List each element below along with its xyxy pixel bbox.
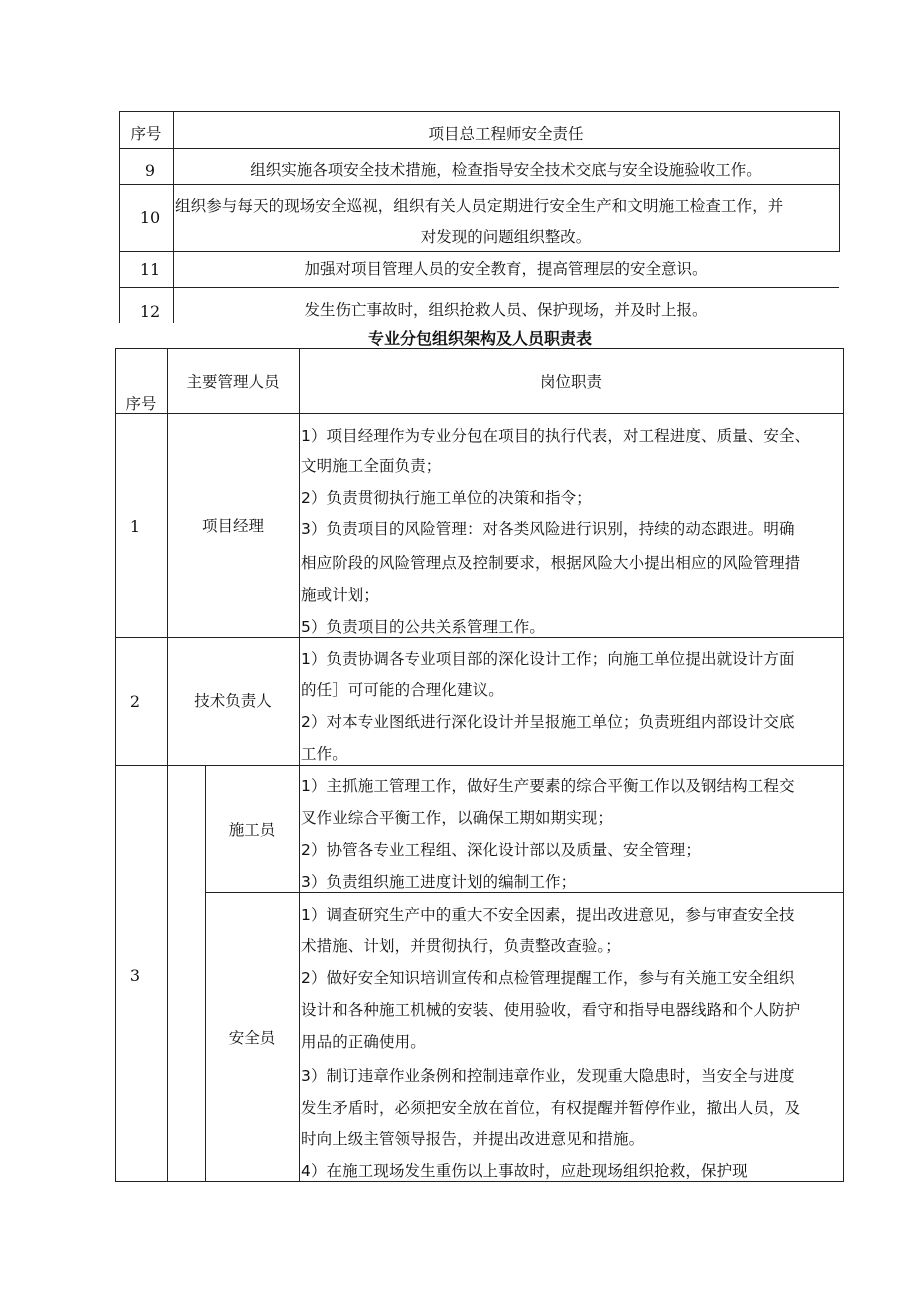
row-number: 3 [129,966,141,985]
duty-line: 相应阶段的风险管理点及控制要求，根据风险大小提出相应的风险管理措 [301,554,801,572]
row-text: 加强对项目管理人员的安全教育，提高管理层的安全意识。 [304,260,708,278]
row-text: 组织实施各项安全技术措施，检查指导安全技术交底与安全设施验收工作。 [250,161,762,179]
duty-line: 2）协管各专业工程组、深化设计部以及质量、安全管理； [301,841,701,859]
row-number: 2 [129,692,141,711]
duty-line: 2）对本专业图纸进行深化设计并呈报施工单位；负责班组内部设计交底 [301,713,795,731]
row-number: 9 [144,161,156,180]
duty-line: 4）在施工现场发生重伤以上事故时，应赴现场组织抢救，保护现 [301,1162,748,1180]
row-text: 对发现的问题组织整改。 [420,228,592,246]
duty-line: 发生矛盾时，必须把安全放在首位，有权提醒并暂停作业，撤出人员，及 [301,1099,801,1117]
duty-line: 1）调查研究生产中的重大不安全因素，提出改进意见，参与审查安全技 [301,906,795,924]
row-number: 12 [139,302,161,321]
row-role: 技术负责人 [194,692,272,710]
row-number: 1 [129,517,141,536]
table1-header-seq: 序号 [130,125,162,143]
row-number: 11 [139,260,161,279]
duty-line: 1）负责协调各专业项目部的深化设计工作；向施工单位提出就设计方面 [301,650,795,668]
duty-line: 2）做好安全知识培训宣传和点检管理提醒工作，参与有关施工安全组织 [301,969,795,987]
table2-border-right [843,348,844,1182]
table2-header-seq: 序号 [125,395,157,413]
table2-header-duty: 岗位职责 [539,373,602,391]
duty-line: 叉作业综合平衡工作，以确保工期如期实现； [301,809,614,827]
table1-rule [119,184,839,185]
table1-header-title: 项目总工程师安全责任 [428,125,584,143]
duty-line: 的任］可可能的合理化建议。 [301,681,504,699]
duty-line: 5）负责项目的公共关系管理工作。 [301,618,545,636]
duty-line: 用品的正确使用。 [301,1033,426,1051]
duty-line: 工作。 [301,745,348,763]
table2-title: 专业分包组织架构及人员职责表 [367,329,592,348]
duty-line: 3）负责项目的风险管理：对各类风险进行识别，持续的动态跟进。明确 [301,520,795,538]
table2-border-top [115,348,844,349]
table1-rule [119,251,839,252]
table1-rule [119,287,839,288]
row-text: 发生伤亡事故时，组织抢救人员、保护现场，并及时上报。 [304,301,708,319]
table1-rule [119,148,839,149]
table1-border-top [119,111,839,112]
duty-line: 1）项目经理作为专业分包在项目的执行代表，对工程进度、质量、安全、 [301,427,811,445]
duty-line: 施或计划； [301,586,380,604]
table2-rule [115,765,844,766]
duty-line: 2）负责贯彻执行施工单位的决策和指令； [301,489,592,507]
table2-rule [115,637,844,638]
table2-col-divider [167,348,168,1182]
duty-line: 3）负责组织施工进度计划的编制工作； [301,873,577,891]
row-number: 10 [139,208,161,227]
table2-col-divider [299,348,300,1182]
row-role: 安全员 [228,1029,276,1047]
duty-line: 时向上级主管领导报告，并提出改进意见和措施。 [301,1130,645,1148]
table2-border-bottom [115,1181,844,1182]
duty-line: 3）制订违章作业条例和控制违章作业，发现重大隐患时，当安全与进度 [301,1067,795,1085]
duty-line: 1）主抓施工管理工作，做好生产要素的综合平衡工作以及钢结构工程交 [301,777,795,795]
duty-line: 术措施、计划，并贯彻执行，负责整改查验。； [301,937,621,955]
table2-rule [205,892,844,893]
table2-rule [115,413,844,414]
duty-line: 文明施工全面负责； [301,457,442,475]
row-role: 项目经理 [201,517,264,535]
table2-border-left [115,348,116,1182]
row-text: 组织参与每天的现场安全巡视，组织有关人员定期进行安全生产和文明施工检查工作，并 [175,197,784,215]
duty-line: 设计和各种施工机械的安装、使用验收，看守和指导电器线路和个人防护 [301,1001,801,1019]
table2-header-staff: 主要管理人员 [186,373,280,391]
row-role: 施工员 [228,821,276,839]
table1-border-right [839,111,840,252]
